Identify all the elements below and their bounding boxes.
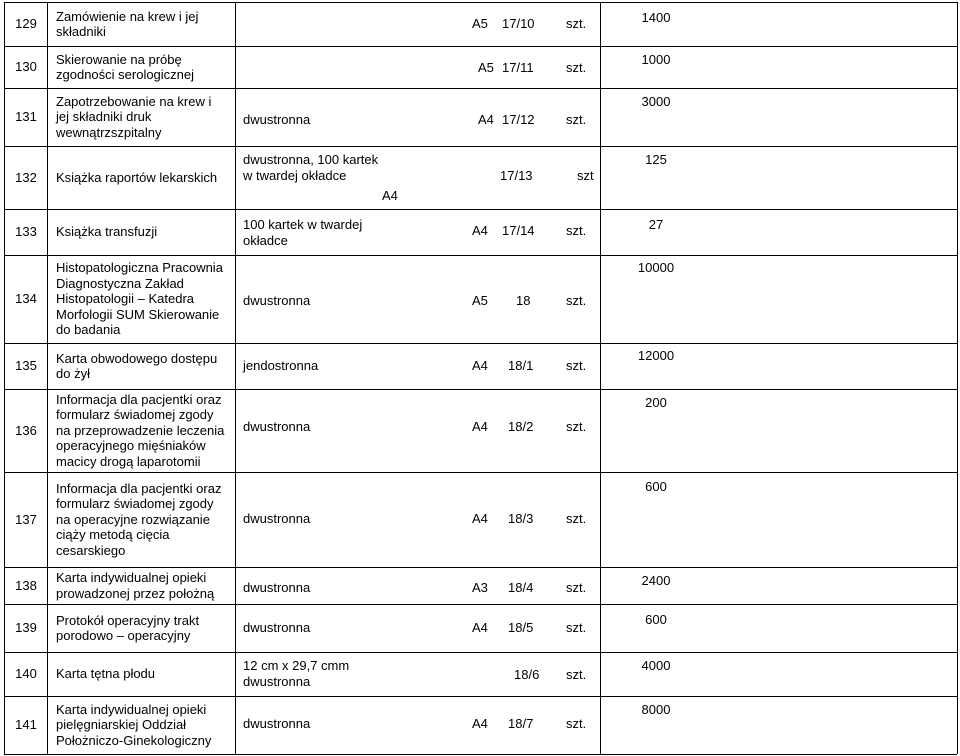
column-divider: [47, 2, 48, 754]
row-quantity: 8000: [641, 702, 671, 717]
row-quantity: 4000: [641, 658, 671, 673]
row-quantity: 200: [645, 395, 667, 410]
row-number: 134: [15, 291, 37, 306]
row-quantity: 12000: [637, 348, 675, 363]
row-description: Skierowanie na próbę zgodności serologicznej: [56, 51, 195, 82]
row-quantity: 600: [645, 479, 667, 494]
row-quantity: 125: [645, 152, 667, 167]
row-description: Książka raportów lekarskich: [56, 169, 218, 185]
row-code: 18/3: [508, 511, 534, 526]
row-divider: [4, 652, 957, 653]
row-divider: [4, 343, 957, 344]
row-format: dwustronna: [243, 580, 311, 595]
row-unit: szt.: [566, 293, 587, 308]
row-quantity: 27: [648, 217, 664, 232]
row-code: 17/10: [502, 16, 535, 31]
row-unit: szt.: [566, 580, 587, 595]
row-number: 136: [15, 422, 37, 438]
row-unit: szt.: [566, 620, 587, 635]
row-description: Karta indywidualnej opieki pielęgniarskiej Oddział Położniczo-Ginekologiczny: [56, 701, 212, 748]
row-size: A4: [472, 419, 488, 434]
row-code: 18/7: [508, 716, 534, 731]
row-size: A5: [472, 16, 488, 31]
row-unit: szt.: [566, 419, 587, 434]
row-description: Karta indywidualnej opieki prowadzonej przez położną: [56, 570, 215, 601]
row-divider: [4, 2, 957, 3]
row-code: 18/1: [508, 358, 534, 373]
row-size: A4: [382, 188, 398, 203]
row-divider: [4, 209, 957, 210]
row-description: Protokół operacyjny trakt porodowo – operacyjny: [56, 612, 200, 643]
row-divider: [4, 754, 957, 755]
row-number: 129: [15, 16, 37, 31]
row-divider: [4, 88, 957, 89]
row-divider: [4, 604, 957, 605]
row-size: A5: [472, 293, 488, 308]
row-size: A4: [472, 358, 488, 373]
column-divider: [600, 2, 601, 754]
row-number: 140: [15, 666, 37, 681]
row-divider: [4, 567, 957, 568]
row-number: 132: [15, 169, 37, 185]
row-unit: szt.: [566, 358, 587, 373]
row-size: A4: [472, 620, 488, 635]
row-format: dwustronna: [243, 716, 311, 731]
row-unit: szt: [577, 168, 594, 183]
row-number: 138: [15, 577, 37, 593]
row-code: 17/13: [500, 168, 533, 183]
row-size: A4: [472, 223, 488, 238]
row-divider: [4, 255, 957, 256]
row-unit: szt.: [566, 60, 587, 75]
row-unit: szt.: [566, 16, 587, 31]
row-format: 100 kartek w twardej okładce: [243, 217, 363, 248]
row-size: A4: [478, 112, 494, 127]
row-number: 131: [15, 109, 37, 124]
row-quantity: 2400: [641, 573, 671, 588]
row-code: 18/6: [514, 667, 540, 682]
row-format: jendostronna: [243, 358, 319, 373]
row-divider: [4, 146, 957, 147]
row-description: Informacja dla pacjentki oraz formularz świadomej zgody na operacyjne rozwiązanie ciąży metodą cięcia cesarskiego: [56, 480, 222, 558]
row-number: 139: [15, 620, 37, 635]
row-description: Histopatologiczna Pracownia Diagnostyczna Zakład Histopatologii – Katedra Morfologii SUM Skierowanie do badania: [56, 260, 223, 338]
row-code: 17/14: [502, 223, 535, 238]
row-divider: [4, 696, 957, 697]
row-format: dwustronna: [243, 112, 311, 127]
row-divider: [4, 472, 957, 473]
row-number: 141: [15, 717, 37, 732]
row-unit: szt.: [566, 511, 587, 526]
row-number: 135: [15, 358, 37, 373]
row-number: 137: [15, 511, 37, 527]
row-quantity: 10000: [637, 260, 675, 275]
row-unit: szt.: [566, 112, 587, 127]
column-divider: [235, 2, 236, 754]
row-quantity: 600: [645, 612, 667, 627]
row-description: Karta tętna płodu: [56, 666, 156, 682]
row-description: Karta obwodowego dostępu do żył: [56, 350, 218, 381]
row-number: 130: [15, 59, 37, 74]
row-code: 17/11: [502, 60, 534, 75]
row-code: 18: [516, 293, 531, 308]
row-size: A4: [472, 716, 488, 731]
row-code: 18/2: [508, 419, 534, 434]
row-size: A3: [472, 580, 488, 595]
column-divider: [957, 2, 958, 754]
row-format: dwustronna: [243, 511, 311, 526]
row-divider: [4, 389, 957, 390]
row-divider: [4, 46, 957, 47]
row-code: 18/5: [508, 620, 534, 635]
row-format: 12 cm x 29,7 cmm dwustronna: [243, 658, 350, 689]
row-unit: szt.: [566, 716, 587, 731]
row-description: Zapotrzebowanie na krew i jej składniki druk wewnątrzszpitalny: [56, 93, 212, 140]
row-number: 133: [15, 224, 37, 239]
row-format: dwustronna: [243, 620, 311, 635]
row-unit: szt.: [566, 223, 587, 238]
row-size: A4: [472, 511, 488, 526]
row-format: dwustronna, 100 kartek w twardej okładce: [243, 152, 379, 183]
row-size: A5: [478, 60, 494, 75]
row-quantity: 3000: [641, 94, 671, 109]
row-format: dwustronna: [243, 419, 311, 434]
row-quantity: 1000: [641, 52, 671, 67]
row-quantity: 1400: [641, 10, 671, 25]
row-description: Książka transfuzji: [56, 224, 158, 240]
row-code: 17/12: [502, 112, 535, 127]
row-unit: szt.: [566, 667, 587, 682]
row-format: dwustronna: [243, 293, 311, 308]
row-code: 18/4: [508, 580, 534, 595]
row-description: Informacja dla pacjentki oraz formularz świadomej zgody na przeprowadzenie leczenia operacyjnego mięśniaków macicy drogą laparotomii: [56, 391, 225, 469]
row-description: Zamówienie na krew i jej składniki: [56, 8, 199, 39]
